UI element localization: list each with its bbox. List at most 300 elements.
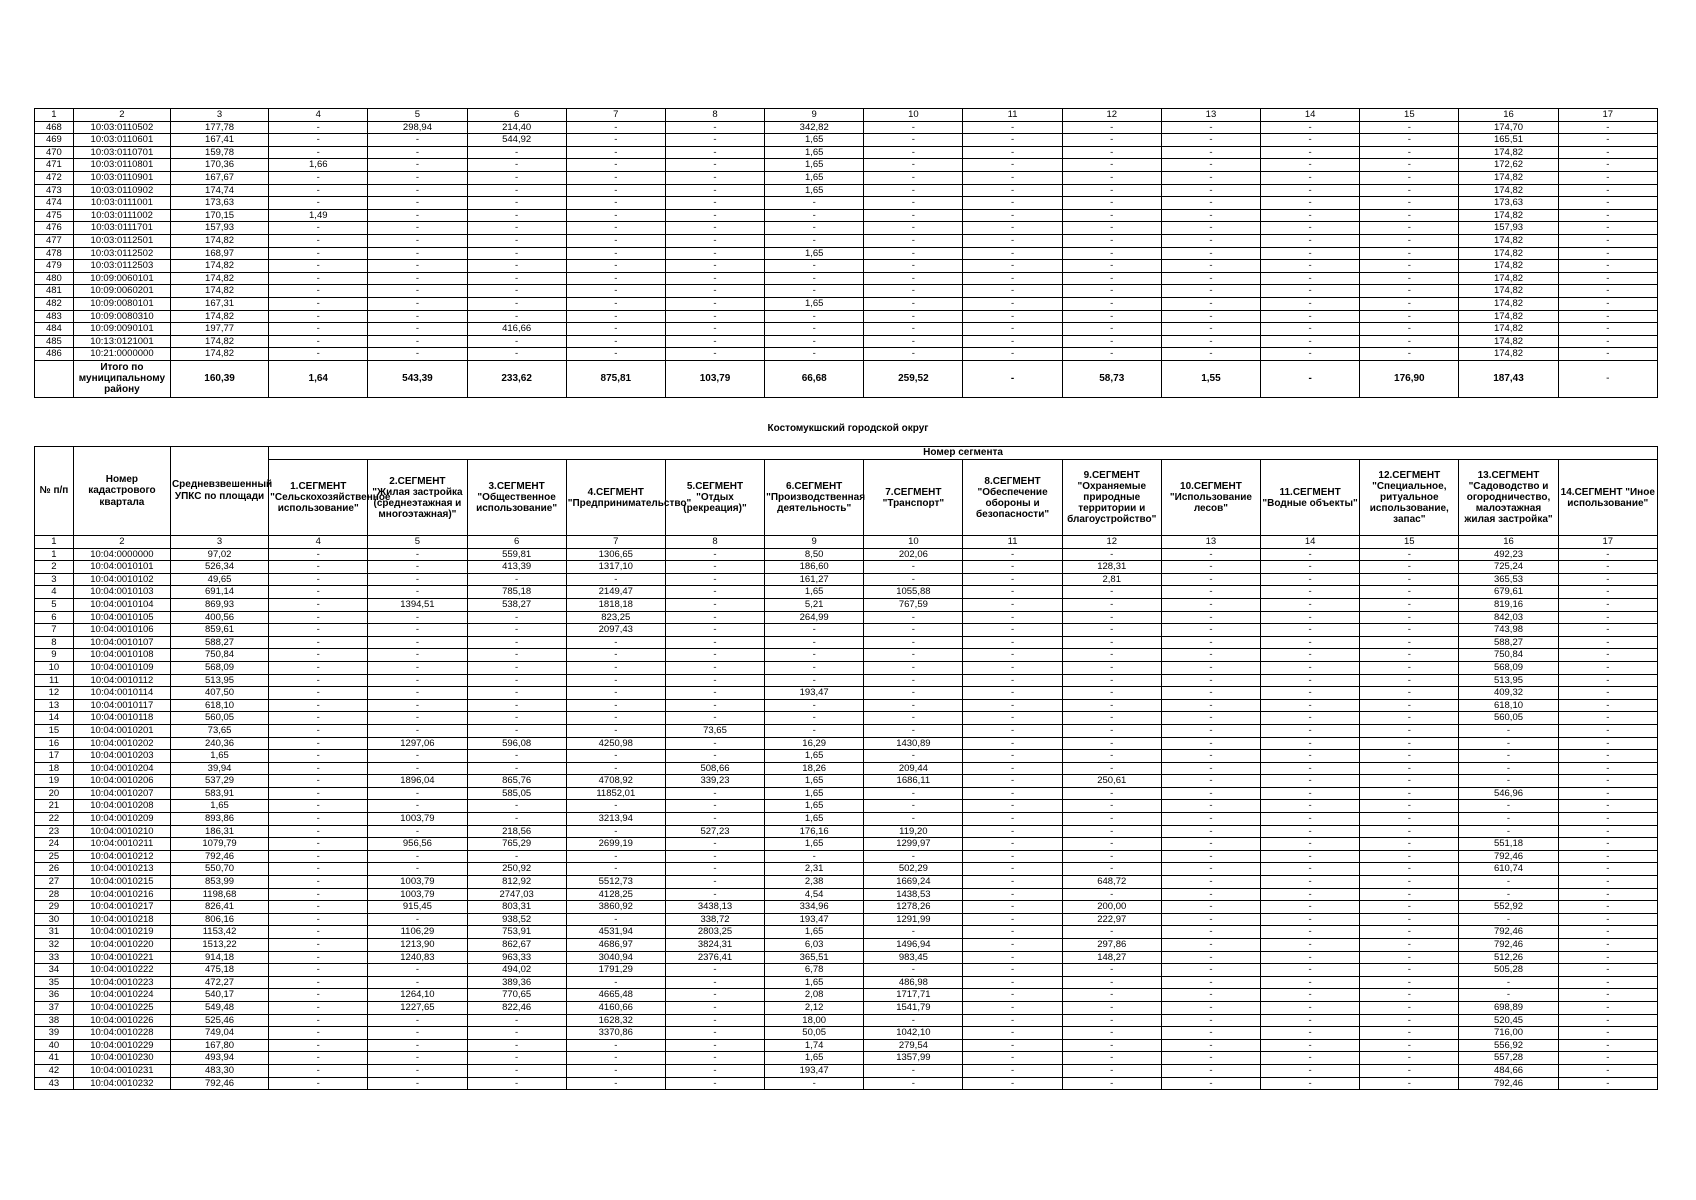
table-cell: 505,28 [1459, 964, 1558, 977]
table-cell: 10:04:0010231 [73, 1064, 170, 1077]
table-cell: - [1360, 661, 1459, 674]
table-row [35, 335, 1658, 348]
table-cell: - [566, 649, 665, 662]
table-cell: - [566, 762, 665, 775]
table-cell: - [1062, 260, 1161, 273]
table-cell: - [566, 222, 665, 235]
table-cell: - [566, 260, 665, 273]
table-cell: - [864, 724, 963, 737]
table-cell: - [1261, 787, 1360, 800]
table-cell: - [1062, 674, 1161, 687]
table-cell: 583,91 [170, 787, 268, 800]
table-cell: - [963, 926, 1062, 939]
table-cell: - [269, 876, 368, 889]
table-cell: - [467, 573, 566, 586]
table-cell: - [1161, 750, 1260, 763]
table-cell: - [1558, 1064, 1657, 1077]
table-cell: 11 [963, 109, 1062, 122]
table-cell: 770,65 [467, 989, 566, 1002]
table-cell: - [368, 548, 467, 561]
table-body [35, 109, 1658, 398]
table-cell: 812,92 [467, 876, 566, 889]
table-cell: 11852,01 [566, 787, 665, 800]
table-cell: - [1161, 1014, 1260, 1027]
table-cell: 1,49 [269, 209, 368, 222]
table-cell: - [269, 134, 368, 147]
table-cell: - [1360, 297, 1459, 310]
section-title: Костомукшский городской округ [767, 423, 929, 434]
total-value: - [1558, 360, 1657, 397]
table-cell: - [269, 989, 368, 1002]
table-cell: - [1161, 548, 1260, 561]
table-cell: - [467, 762, 566, 775]
table-cell: - [1161, 348, 1260, 361]
table-cell: 12 [35, 687, 74, 700]
table-cell: - [1558, 598, 1657, 611]
table-cell: 749,04 [170, 1027, 268, 1040]
table-cell: - [1261, 1014, 1360, 1027]
table-cell: - [1161, 888, 1260, 901]
table-cell: - [1261, 561, 1360, 574]
table-cell: - [1161, 775, 1260, 788]
table-cell: 493,94 [170, 1052, 268, 1065]
table-cell: 10:04:0010208 [73, 800, 170, 813]
total-label: Итого по муниципальному району [73, 360, 170, 397]
table-row [35, 573, 1658, 586]
table-cell: - [665, 888, 764, 901]
table-cell: 10:04:0010217 [73, 901, 170, 914]
table-cell: - [864, 272, 963, 285]
table-cell: - [269, 335, 368, 348]
table-cell: 21 [35, 800, 74, 813]
table-cell: - [963, 285, 1062, 298]
table-cell: 2376,41 [665, 951, 764, 964]
table-cell: 8,50 [765, 548, 864, 561]
table-cell: - [368, 661, 467, 674]
table-cell: 6 [467, 536, 566, 549]
table-cell: 10:03:0110902 [73, 184, 170, 197]
table-cell: - [1062, 146, 1161, 159]
table-cell: - [765, 260, 864, 273]
table-cell: - [963, 310, 1062, 323]
table-cell: 10:03:0111001 [73, 197, 170, 210]
table-cell: - [1558, 800, 1657, 813]
table-cell: - [963, 171, 1062, 184]
table-cell: - [1360, 548, 1459, 561]
table-cell: 42 [35, 1064, 74, 1077]
table-cell: - [864, 197, 963, 210]
table-cell: 1 [35, 536, 74, 549]
table-cell: - [269, 171, 368, 184]
header-avg-upks: Средневзвешенный УПКС по площади [170, 447, 268, 536]
table-cell: - [1161, 901, 1260, 914]
table-cell: - [467, 184, 566, 197]
table-cell: 1153,42 [170, 926, 268, 939]
table-cell: - [1161, 724, 1260, 737]
table-cell: - [1261, 548, 1360, 561]
table-cell: - [1161, 209, 1260, 222]
table-cell: 10:04:0010108 [73, 649, 170, 662]
header-segment-group: Номер сегмента [269, 447, 1658, 460]
table-cell: - [1062, 989, 1161, 1002]
table-cell: 176,16 [765, 825, 864, 838]
table-cell: 10:04:0010215 [73, 876, 170, 889]
table-cell: 10:03:0112503 [73, 260, 170, 273]
table-cell: - [1261, 171, 1360, 184]
table-cell: 2,31 [765, 863, 864, 876]
table-cell: - [269, 611, 368, 624]
table-cell: 2,08 [765, 989, 864, 1002]
table-cell: - [467, 234, 566, 247]
table-cell: - [1062, 1014, 1161, 1027]
table-cell: 193,47 [765, 1064, 864, 1077]
table-cell: - [1360, 209, 1459, 222]
table-cell: - [467, 209, 566, 222]
table-cell: 73,65 [170, 724, 268, 737]
table-cell: 525,46 [170, 1014, 268, 1027]
table-cell: - [864, 1077, 963, 1090]
table-cell: - [1261, 184, 1360, 197]
total-value: 1,55 [1161, 360, 1260, 397]
table-cell: 250,61 [1062, 775, 1161, 788]
table-cell: 938,52 [467, 913, 566, 926]
table-cell: 10:03:0110502 [73, 121, 170, 134]
table-cell: - [368, 260, 467, 273]
table-cell: 200,00 [1062, 901, 1161, 914]
table-cell: - [467, 636, 566, 649]
table-cell: 10:04:0010218 [73, 913, 170, 926]
table-cell: 1055,88 [864, 586, 963, 599]
table-cell: 9 [765, 536, 864, 549]
table-row [35, 964, 1658, 977]
table-cell: - [1062, 134, 1161, 147]
table-cell: 17 [1558, 536, 1657, 549]
table-cell: 1669,24 [864, 876, 963, 889]
table-cell: - [864, 750, 963, 763]
table-cell: 15 [1360, 109, 1459, 122]
table-cell: - [1062, 335, 1161, 348]
table-cell: - [765, 636, 864, 649]
table-cell: - [566, 674, 665, 687]
table-cell: 10:04:0010224 [73, 989, 170, 1002]
table-cell: 10:04:0010221 [73, 951, 170, 964]
table-cell: 472 [35, 171, 74, 184]
table-row [35, 310, 1658, 323]
table-cell: - [1261, 800, 1360, 813]
table-cell: 513,95 [170, 674, 268, 687]
table-cell: - [1261, 573, 1360, 586]
table-cell: 10:04:0010211 [73, 838, 170, 851]
table-cell: 39 [35, 1027, 74, 1040]
table-cell: - [1558, 310, 1657, 323]
table-cell: - [1161, 989, 1260, 1002]
table-cell: 2,81 [1062, 573, 1161, 586]
table-cell: 222,97 [1062, 913, 1161, 926]
table-cell: 4128,25 [566, 888, 665, 901]
table-cell: 12 [1062, 109, 1161, 122]
table-cell: 1003,79 [368, 813, 467, 826]
table-cell: - [1261, 260, 1360, 273]
table-cell: - [963, 661, 1062, 674]
table-cell: 862,67 [467, 939, 566, 952]
table-cell: 4665,48 [566, 989, 665, 1002]
table-cell: - [1360, 234, 1459, 247]
table-cell: - [1161, 234, 1260, 247]
table-cell: 474 [35, 197, 74, 210]
table-cell: - [665, 310, 764, 323]
table-cell: 10:04:0010212 [73, 850, 170, 863]
table-cell: - [467, 687, 566, 700]
table-cell: - [269, 699, 368, 712]
table-cell: 1317,10 [566, 561, 665, 574]
table-cell: - [368, 624, 467, 637]
table-cell: - [1558, 825, 1657, 838]
table-cell: - [1261, 1001, 1360, 1014]
table-cell: - [765, 310, 864, 323]
table-cell: - [566, 121, 665, 134]
table-cell: - [1558, 297, 1657, 310]
table-row [35, 146, 1658, 159]
table-cell: 10:21:0000000 [73, 348, 170, 361]
total-value: 176,90 [1360, 360, 1459, 397]
table-cell: - [368, 636, 467, 649]
table-cell: 792,46 [1459, 939, 1558, 952]
table-cell: - [963, 1077, 1062, 1090]
table-cell: - [765, 724, 864, 737]
table-cell: 18,26 [765, 762, 864, 775]
table-cell: - [1360, 636, 1459, 649]
table-cell: 10:04:0010114 [73, 687, 170, 700]
table-cell: - [665, 335, 764, 348]
table-cell: - [269, 649, 368, 662]
table-cell: - [1459, 724, 1558, 737]
table-cell: 2803,25 [665, 926, 764, 939]
table-cell: 10 [35, 661, 74, 674]
table-cell: 18,00 [765, 1014, 864, 1027]
table-cell: - [566, 310, 665, 323]
table-cell: - [1360, 197, 1459, 210]
table-cell: - [566, 272, 665, 285]
table-cell: 97,02 [170, 548, 268, 561]
table-cell: 3438,13 [665, 901, 764, 914]
table-cell: - [1558, 888, 1657, 901]
table-cell: 1,65 [765, 1052, 864, 1065]
table-cell: - [665, 323, 764, 336]
table-cell: 8 [35, 636, 74, 649]
table-cell: 1686,11 [864, 775, 963, 788]
table-cell: 792,46 [1459, 850, 1558, 863]
table-cell: 698,89 [1459, 1001, 1558, 1014]
table-cell: 193,47 [765, 687, 864, 700]
table-cell: 486,98 [864, 976, 963, 989]
table-cell: - [269, 1027, 368, 1040]
table-cell: - [1161, 964, 1260, 977]
table-cell: - [1360, 800, 1459, 813]
table-cell: - [1261, 234, 1360, 247]
total-value: 66,68 [765, 360, 864, 397]
table-cell: - [1261, 348, 1360, 361]
table-cell: - [665, 838, 764, 851]
table-cell: 38 [35, 1014, 74, 1027]
table-cell: - [1558, 1077, 1657, 1090]
table-cell: 9 [35, 649, 74, 662]
table-cell: 3 [35, 573, 74, 586]
table-cell: - [864, 850, 963, 863]
table-cell: 174,82 [170, 285, 268, 298]
table-cell: 819,16 [1459, 598, 1558, 611]
table-cell: - [1261, 661, 1360, 674]
table-cell: 4 [269, 536, 368, 549]
table-cell: - [1062, 649, 1161, 662]
table-cell: 174,82 [170, 348, 268, 361]
table-cell: - [1360, 762, 1459, 775]
table-cell: - [1261, 964, 1360, 977]
table-cell: - [1360, 586, 1459, 599]
table-cell: - [269, 561, 368, 574]
table-cell: 6 [35, 611, 74, 624]
table-cell: 157,93 [170, 222, 268, 235]
table-cell: 174,82 [1459, 323, 1558, 336]
table-cell: - [1360, 838, 1459, 851]
table-cell: - [963, 951, 1062, 964]
table-cell: 218,56 [467, 825, 566, 838]
table-cell: - [269, 800, 368, 813]
table-cell: - [566, 323, 665, 336]
table-cell: 172,62 [1459, 159, 1558, 172]
table-cell: - [1062, 348, 1161, 361]
table-row [35, 159, 1658, 172]
table-cell: - [864, 800, 963, 813]
table-cell: - [765, 624, 864, 637]
table-cell: - [864, 310, 963, 323]
table-cell: - [1558, 1052, 1657, 1065]
table-cell: 365,51 [765, 951, 864, 964]
table-cell: - [467, 750, 566, 763]
table-cell: - [1558, 184, 1657, 197]
table-cell: - [1062, 323, 1161, 336]
table-cell: - [1261, 624, 1360, 637]
table-cell: - [1459, 913, 1558, 926]
table-cell: 596,08 [467, 737, 566, 750]
table-cell: 3 [170, 109, 268, 122]
table-cell: 15 [35, 724, 74, 737]
table-cell: - [1261, 775, 1360, 788]
table-cell: - [368, 724, 467, 737]
table-cell: - [1161, 222, 1260, 235]
table-cell: 10:04:0010232 [73, 1077, 170, 1090]
table-cell: 1198,68 [170, 888, 268, 901]
table-cell: - [665, 737, 764, 750]
total-value: 875,81 [566, 360, 665, 397]
table-cell: - [368, 649, 467, 662]
table-row [35, 775, 1658, 788]
table-cell: 10:03:0110801 [73, 159, 170, 172]
table-cell: - [1161, 272, 1260, 285]
table-cell: - [963, 1027, 1062, 1040]
table-cell: 480 [35, 272, 74, 285]
table-cell: 537,29 [170, 775, 268, 788]
table-cell: - [1161, 1027, 1260, 1040]
table-cell: 1291,99 [864, 913, 963, 926]
table-cell: - [566, 687, 665, 700]
table-cell: - [1062, 548, 1161, 561]
table-row [35, 838, 1658, 851]
table-cell: 174,82 [1459, 146, 1558, 159]
table-cell: - [665, 159, 764, 172]
header-kadastr: Номер кадастрового квартала [73, 447, 170, 536]
table-cell: 1430,89 [864, 737, 963, 750]
table-cell: - [566, 159, 665, 172]
table-cell: - [1161, 335, 1260, 348]
table-cell: - [1261, 926, 1360, 939]
table-cell: - [1261, 121, 1360, 134]
table-cell: 560,05 [170, 712, 268, 725]
table-cell: 167,67 [170, 171, 268, 184]
segment-header-8: 8.СЕГМЕНТ "Обеспечение обороны и безопасности" [963, 460, 1062, 536]
table-cell: 339,23 [665, 775, 764, 788]
table-cell: 31 [35, 926, 74, 939]
table-cell: - [963, 624, 1062, 637]
table-cell: - [1360, 813, 1459, 826]
table-cell: - [864, 624, 963, 637]
table-cell: 1541,79 [864, 1001, 963, 1014]
table-cell: 3213,94 [566, 813, 665, 826]
table-cell: 174,82 [1459, 260, 1558, 273]
table-cell: - [1161, 1001, 1260, 1014]
table-row [35, 687, 1658, 700]
table-cell: - [963, 197, 1062, 210]
table-cell: - [368, 699, 467, 712]
table-cell: 11 [963, 536, 1062, 549]
table-cell: - [368, 913, 467, 926]
segment-header-13: 13.СЕГМЕНТ "Садоводство и огородничество, малоэтажная жилая застройка" [1459, 460, 1558, 536]
table-cell: - [368, 1039, 467, 1052]
table-row [35, 926, 1658, 939]
table-cell: - [765, 1077, 864, 1090]
table-cell: 983,45 [864, 951, 963, 964]
table-cell: 10:03:0112501 [73, 234, 170, 247]
table-cell: - [1261, 712, 1360, 725]
table-cell: - [1360, 901, 1459, 914]
table-cell: 174,82 [1459, 272, 1558, 285]
table-cell: 10:04:0010106 [73, 624, 170, 637]
table-cell: - [864, 699, 963, 712]
table-cell: 1,65 [170, 800, 268, 813]
table-cell: - [1062, 737, 1161, 750]
table-cell: - [1062, 964, 1161, 977]
table-cell: - [963, 712, 1062, 725]
table-cell: - [368, 209, 467, 222]
table-cell: 174,82 [170, 260, 268, 273]
table-cell: 400,56 [170, 611, 268, 624]
table-cell: - [467, 1077, 566, 1090]
table-cell: - [1161, 121, 1260, 134]
table-cell: - [963, 813, 1062, 826]
table-cell: 559,81 [467, 548, 566, 561]
total-value: 259,52 [864, 360, 963, 397]
table-cell: - [467, 699, 566, 712]
table-cell: - [368, 1014, 467, 1027]
table-cell: 806,16 [170, 913, 268, 926]
table-cell: - [269, 222, 368, 235]
table-cell: - [1161, 787, 1260, 800]
table-cell: - [368, 687, 467, 700]
table-cell: 716,00 [1459, 1027, 1558, 1040]
table-cell: - [665, 548, 764, 561]
table-cell: - [1558, 838, 1657, 851]
table-cell: 1240,83 [368, 951, 467, 964]
table-cell: - [269, 272, 368, 285]
